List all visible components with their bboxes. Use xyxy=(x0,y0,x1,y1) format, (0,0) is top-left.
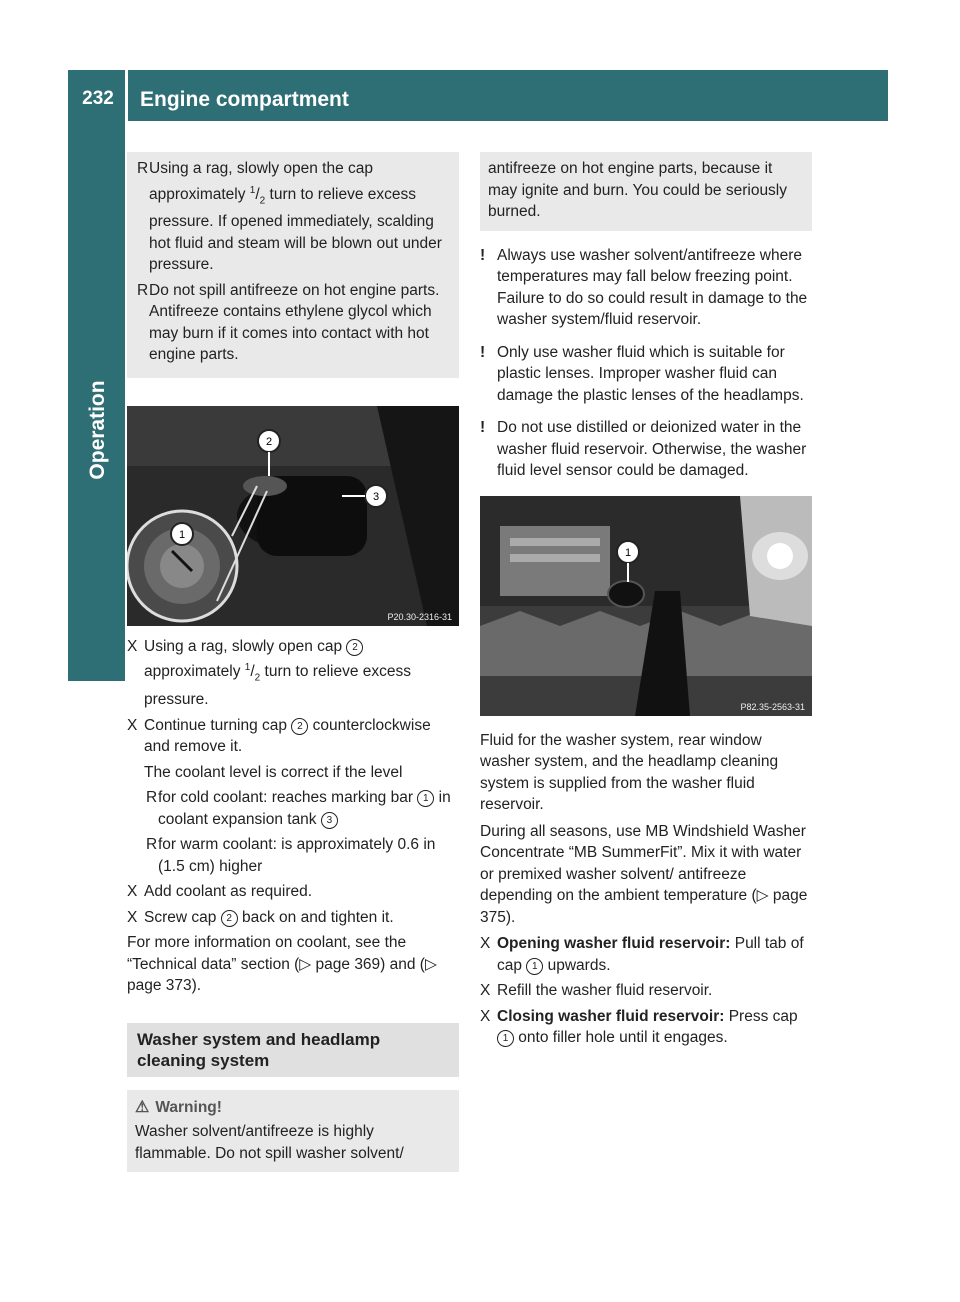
list-item: ! Only use washer fluid which is suitable for plastic lenses. Improper washer fluid can damage the plastic lenses of the headlamps. xyxy=(480,343,804,404)
washer-text: Fluid for the washer system, rear window washer system, and the headlamp cleaning system is supplied from the washer fluid reservoir. During all seasons, use MB Windshield Washer Concentrate “MB SummerFit”. Mix it with water or premixed washer solvent/ antifreeze depending on the ambient temperature (▷ page 375). X Opening washer fluid reservoir: Pull tab of cap 1 upwards. X Refill the washer fluid reservoir. X Closing washer fluid reservoir: Press cap 1 onto filler hole until it engages. xyxy=(480,730,812,1049)
callout-1: 1 xyxy=(497,1030,514,1047)
bullet-icon: R xyxy=(137,160,149,177)
arrow-icon: X xyxy=(480,1007,491,1025)
right-column xyxy=(480,152,812,1053)
photo-code: P82.35-2563-31 xyxy=(740,701,805,712)
callout-2: 2 xyxy=(346,639,363,656)
side-tab-label: Operation xyxy=(86,380,109,480)
list-item: R for warm coolant: is approximately 0.6 in (1.5 cm) higher xyxy=(146,836,436,875)
callout-3: 3 xyxy=(372,490,380,503)
callout-1: 1 xyxy=(178,528,186,541)
bullet-icon: R xyxy=(137,281,149,299)
list-item: ! Do not use distilled or deionized water in the washer fluid reservoir. Otherwise, the washer fluid level sensor could be damaged. xyxy=(480,419,807,479)
notes xyxy=(480,245,812,482)
callout-1: 1 xyxy=(417,790,434,807)
engine-bay-illustration xyxy=(127,406,459,626)
more-info-text: For more information on coolant, see the “Technical data” section (▷ page 369) and (▷ page 373). xyxy=(127,934,437,994)
warning-icon: ⚠ xyxy=(135,1098,150,1116)
page-number: 232 xyxy=(82,88,114,109)
list-item: X Using a rag, slowly open cap 2 approximately $^1/_2$ turn to relieve excess pressure. xyxy=(127,637,411,708)
caution-box xyxy=(127,152,459,378)
list-item: X Add coolant as required. xyxy=(127,881,459,903)
warning-continuation: antifreeze on hot engine parts, because it may ignite and burn. You could be seriously burned. xyxy=(480,152,812,231)
callout-2: 2 xyxy=(265,435,273,448)
callout-2: 2 xyxy=(221,910,238,927)
callout-1: 1 xyxy=(624,546,632,559)
list-item: X Screw cap 2 back on and tighten it. xyxy=(127,907,459,929)
bullet-icon: R xyxy=(146,836,158,853)
bullet-icon: R xyxy=(146,789,158,806)
left-column xyxy=(127,152,459,1172)
list-item: X Closing washer fluid reservoir: Press cap 1 onto filler hole until it engages. xyxy=(480,1007,798,1046)
warning-box xyxy=(127,1090,459,1173)
arrow-icon: X xyxy=(127,637,138,655)
arrow-icon: X xyxy=(480,982,491,999)
coolant-tank-photo xyxy=(127,406,459,626)
list-item: ! Always use washer solvent/antifreeze where temperatures may fall below freezing point. Failure to do so could result in damage to the washer system/fluid reservoir. xyxy=(480,246,808,328)
washer-reservoir-illustration xyxy=(480,496,812,716)
coolant-steps xyxy=(127,636,459,997)
list-item: R Do not spill antifreeze on hot engine parts. Antifreeze contains ethylene glycol which may burn if it comes into contact with hot engine parts. xyxy=(137,281,440,364)
section-title: Engine compartment xyxy=(140,88,349,111)
arrow-icon: X xyxy=(127,716,138,734)
note-icon: ! xyxy=(480,343,486,361)
list-item: X Refill the washer fluid reservoir. xyxy=(480,980,812,1002)
callout-3: 3 xyxy=(321,812,338,829)
arrow-icon: X xyxy=(127,883,138,900)
note-icon: ! xyxy=(480,419,486,436)
header-divider xyxy=(125,70,128,121)
section-heading: Washer system and headlamp cleaning system xyxy=(127,1023,459,1077)
arrow-icon: X xyxy=(480,935,491,952)
list-item: R Using a rag, slowly open the cap approximately $^1/_2$ turn to relieve excess pressure. If opened immediately, scalding hot fluid and steam will be blown out under pressure. xyxy=(137,160,442,274)
list-item: R for cold coolant: reaches marking bar 1 in coolant expansion tank 3 xyxy=(146,789,451,828)
washer-reservoir-photo xyxy=(480,496,812,716)
arrow-icon: X xyxy=(127,908,138,926)
note-icon: ! xyxy=(480,246,486,264)
list-item: X Opening washer fluid reservoir: Pull tab of cap 1 upwards. xyxy=(480,935,804,974)
callout-2: 2 xyxy=(291,718,308,735)
callout-1: 1 xyxy=(526,958,543,975)
photo-code: P20.30-2316-31 xyxy=(387,611,452,622)
warning-heading: ⚠ Warning! xyxy=(135,1098,222,1116)
warning-text: Washer solvent/antifreeze is highly flammable. Do not spill washer solvent/ xyxy=(135,1123,404,1162)
list-item: X Continue turning cap 2 counterclockwise and remove it. The coolant level is correct if the level R for cold coolant: reaches marking bar 1 in coolant expansion tank 3 R for warm coolant: is approximately 0.6 in (1.5 cm) higher xyxy=(127,715,459,878)
